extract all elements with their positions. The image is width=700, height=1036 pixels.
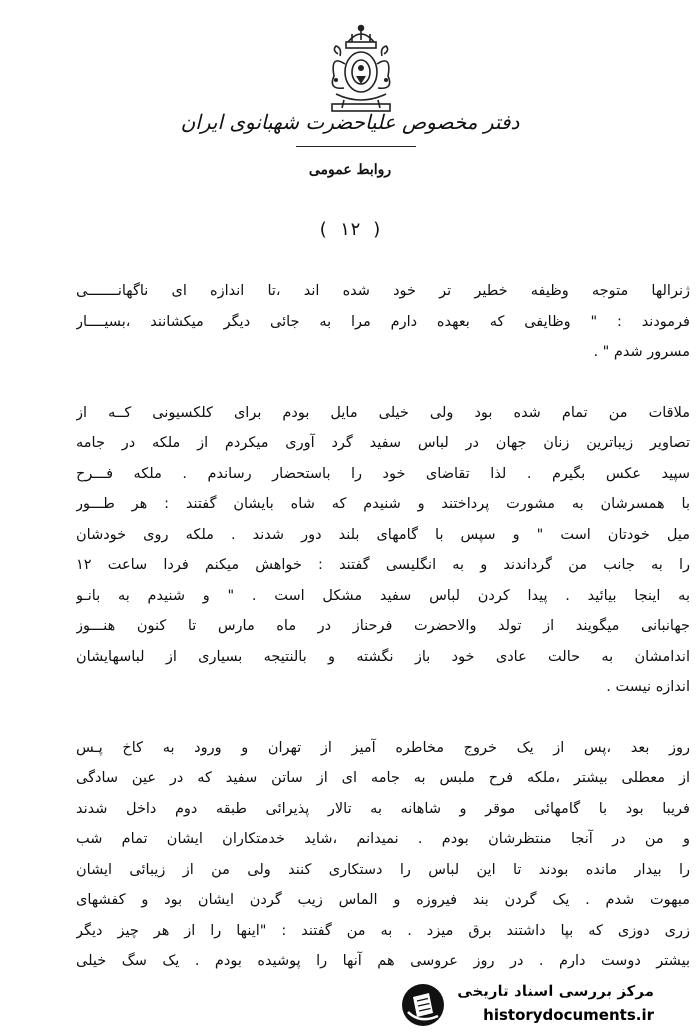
site-watermark [394,980,694,1030]
paragraph [76,733,690,977]
department-label: روابط عمومی [308,162,392,178]
text-line: بیشتر دوست دارم . در روز عروسی هم آنها را پوشیده بودم . یک سگ خیلی [76,953,690,969]
text-line: را بیدار مانده بودند تا این لباس را دستکاری کنند ولی من از زیبائی ایشان [76,861,690,878]
text-line: ملاقات من تمام شده بود ولی خیلی مایل بودم برای کلکسیونی کــه از [76,404,690,421]
text-line: را به جانب من گرداندند و به انگلیسی گفتند : خواهش میکنم فردا ساعت ۱۲ [76,557,690,573]
text-line: به اینجا بیائید . پیدا کردن لباس سفید مشکل است . " و شنیدم به بانـو [76,587,690,604]
title-divider [296,146,416,147]
text-line: با همسرشان به مشورت پرداختند و شنیدم که شاه بایشان گفتند : هر طـــور [76,496,690,512]
text-line: فریبا بود با گامهائی موقر و شاهانه به تالار پذیرائی طبقه دوم داخل شدند [76,800,690,817]
text-line: مسرور شدم " . [593,344,690,360]
text-line: اندامشان به حالت عادی خود باز نگشته و بالنتیجه بسیاری از لباسهایشان [76,648,690,665]
royal-emblem-icon [318,24,404,114]
text-line: و من در آنجا منتظرشان بودم . نمیدانم ،شاید خدمتکاران ایشان تمام شب [76,831,690,847]
office-title: دفتر مخصوص علیاحضرت شهبانوی ایران [180,110,520,134]
text-line: مبهوت شدم . یک گردن بند فیروزه و الماس زیب گردن ایشان بود و کفشهای [76,892,690,908]
text-line: فرمودند : " وظایفی که بعهده دارم مرا به جائی دیگر میکشانند ،بسیــــار [76,313,690,330]
text-line: تصاویر زیباترین زنان جهان در لباس سفید گرد آوری میکردم از ملکه در جامه [76,435,690,451]
paragraph [76,398,690,703]
document-logo-icon [400,982,446,1028]
text-line: ژنرالها متوجه وظیفه خطیر تر خود شده اند ،تا اندازه ای ناگهانـــــــی [76,283,690,299]
text-line: اندازه نیست . [606,679,690,695]
watermark-site-name: مرکز بررسی اسناد تاریخی [457,982,654,1000]
text-line: میل خودتان است " و سپس با گامهای بلند دور شدند . ملکه روی خودشان [76,526,690,543]
text-line: زری دوزی که بپا داشتند برق میزد . به من گفتند : "اینها را از هر چیز دیگر [76,922,690,939]
letter-body [76,276,690,1007]
watermark-url: historydocuments.ir [483,1006,654,1024]
text-line: جهانبانی میگویند از تولد والاحضرت فرحناز در ماه مارس تا کنون هنـــوز [76,618,690,634]
text-line: روز بعد ،پس از یک خروج مخاطره آمیز از تهران و ورود به کاخ پـس [76,739,690,756]
text-line: از معطلی بیشتر ،ملکه فرح ملبس به جامه ای از ساتن سفید که در عین سادگی [76,770,690,786]
page-number: ( ۱۲ ) [317,219,383,240]
paragraph [76,276,690,368]
text-line: سپید عکس بگیرم . لذا تقاضای خود را باستحضار رساندم . ملکه فـــرح [76,465,690,482]
